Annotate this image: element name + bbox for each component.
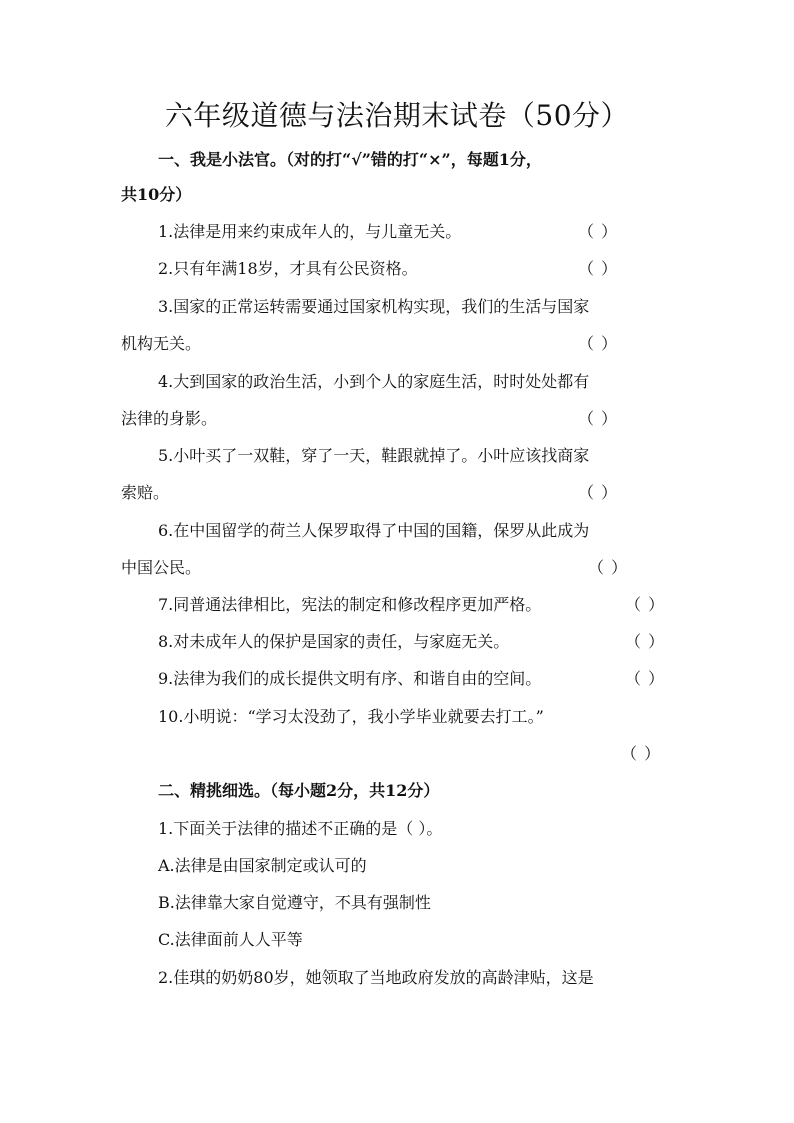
section1-heading: 一、我是小法官。（对的打“√”错的打“×”，每题1分， — [158, 150, 542, 169]
answer-blank-1[interactable]: （ ） — [578, 222, 619, 241]
answer-blank-6[interactable]: （ ） — [588, 558, 629, 577]
mc-question-2: 2.佳琪的奶奶80岁，她领取了当地政府发放的高龄津贴，这是 — [158, 968, 594, 987]
mc-option-b: B.法律靠大家自觉遵守，不具有强制性 — [158, 893, 431, 912]
tf-question-2: 2.只有年满18岁，才具有公民资格。 — [158, 259, 418, 278]
tf-question-7: 7.同普通法律相比，宪法的制定和修改程序更加严格。 — [158, 595, 542, 614]
answer-blank-5[interactable]: （ ） — [578, 483, 619, 502]
answer-blank-8[interactable]: （ ） — [625, 632, 666, 651]
tf-question-9: 9.法律为我们的成长提供文明有序、和谐自由的空间。 — [158, 669, 542, 688]
tf-question-6-cont: 中国公民。 — [121, 558, 202, 577]
exam-title: 六年级道德与法治期末试卷（50分） — [164, 99, 630, 132]
tf-question-5: 5.小叶买了一双鞋，穿了一天，鞋跟就掉了。小叶应该找商家 — [158, 446, 590, 465]
answer-blank-7[interactable]: （ ） — [625, 595, 666, 614]
mc-question-1: 1.下面关于法律的描述不正确的是（ ）。 — [158, 819, 443, 838]
section2-heading: 二、精挑细选。（每小题2分，共12分） — [158, 781, 440, 800]
tf-question-4: 4.大到国家的政治生活，小到个人的家庭生活，时时处处都有 — [158, 372, 590, 391]
answer-blank-2[interactable]: （ ） — [578, 259, 619, 278]
tf-question-8: 8.对未成年人的保护是国家的责任，与家庭无关。 — [158, 632, 510, 651]
answer-blank-10[interactable]: （ ） — [621, 744, 662, 763]
answer-blank-3[interactable]: （ ） — [578, 334, 619, 353]
tf-question-3: 3.国家的正常运转需要通过国家机构实现，我们的生活与国家 — [158, 297, 590, 316]
tf-question-5-cont: 索赔。 — [121, 483, 170, 502]
tf-question-6: 6.在中国留学的荷兰人保罗取得了中国的国籍，保罗从此成为 — [158, 521, 590, 540]
tf-question-10: 10.小明说：“学习太没劲了，我小学毕业就要去打工。” — [158, 707, 544, 726]
tf-question-3-cont: 机构无关。 — [121, 334, 202, 353]
tf-question-1: 1.法律是用来约束成年人的，与儿童无关。 — [158, 222, 462, 241]
tf-question-4-cont: 法律的身影。 — [121, 409, 218, 428]
mc-option-a: A.法律是由国家制定或认可的 — [158, 856, 367, 875]
mc-option-c: C.法律面前人人平等 — [158, 930, 303, 949]
answer-blank-9[interactable]: （ ） — [625, 669, 666, 688]
section1-heading-cont: 共10分） — [121, 185, 192, 204]
answer-blank-4[interactable]: （ ） — [578, 409, 619, 428]
